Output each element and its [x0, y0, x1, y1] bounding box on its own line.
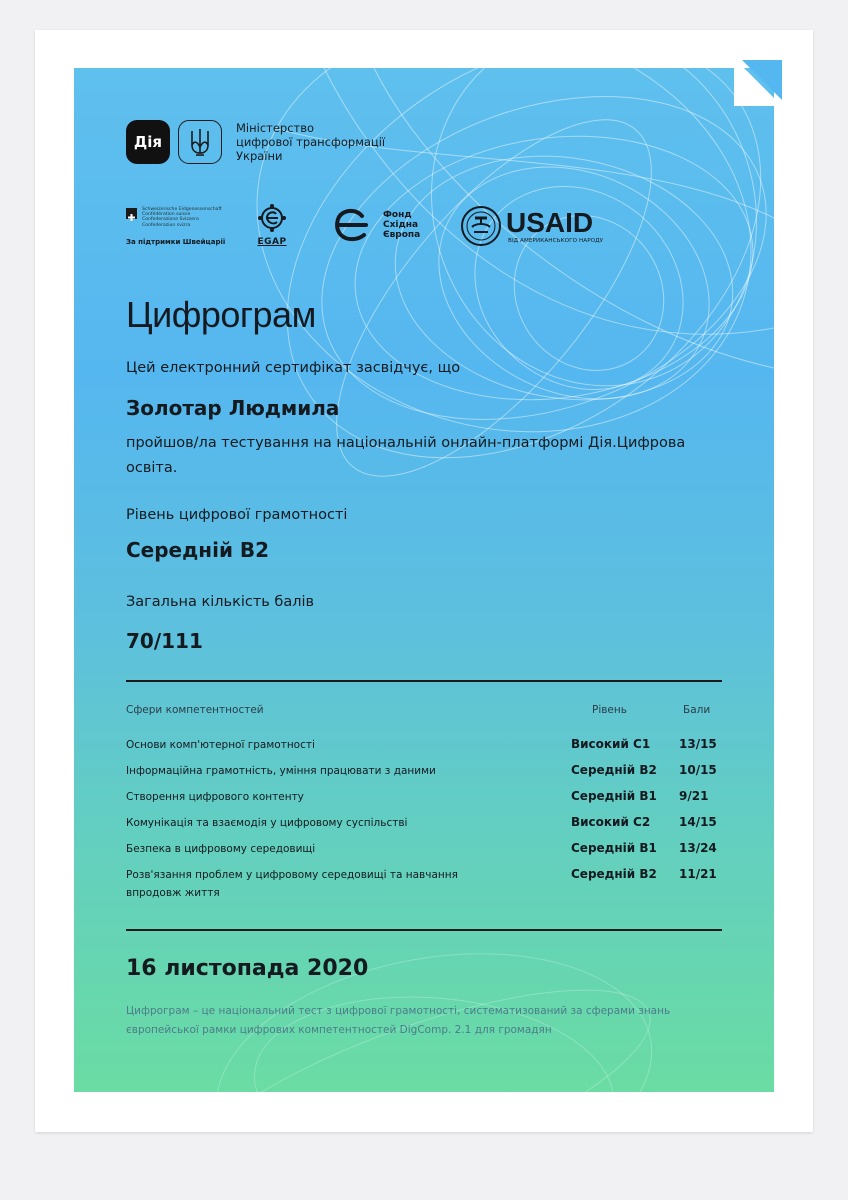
- usaid-seal-icon: [460, 205, 502, 251]
- fond-name: Фонд Східна Європа: [383, 210, 421, 240]
- table-row-name: Комунікація та взаємодія у цифровому суспільстві: [126, 817, 408, 829]
- table-row-name: Безпека в цифровому середовищі: [126, 843, 316, 855]
- divider: [126, 680, 722, 682]
- column-header-sphere: Сфери компетентностей: [126, 704, 264, 716]
- footnote: Цифрограм – це національний тест з цифрової грамотності, систематизований за сферами знань європейської рамки цифрових компетентностей DigComp. 2.1 для громадян: [126, 1005, 671, 1036]
- table-row-level: Середній B2: [571, 867, 657, 881]
- certificate-title: Цифрограм: [126, 294, 316, 335]
- table-row-level: Середній B1: [571, 789, 657, 803]
- table-row-level: Середній B1: [571, 841, 657, 855]
- issue-date: 16 листопада 2020: [126, 956, 369, 981]
- table-row-level: Високий C1: [571, 737, 651, 751]
- page-fold-icon: [734, 58, 784, 108]
- table-row-name: Інформаційна грамотність, уміння працювати з даними: [126, 765, 436, 777]
- swiss-flag-icon: [126, 208, 137, 219]
- column-header-level: Рівень: [592, 704, 627, 716]
- egap-emblem-icon: [257, 204, 287, 232]
- swiss-support-caption: За підтримки Швейцарії: [126, 238, 226, 246]
- level-label: Рівень цифрової грамотності: [126, 507, 348, 523]
- column-header-score: Бали: [683, 704, 711, 716]
- table-row-name: Розв'язання проблем у цифровому середовищі та навчання впродовж життя: [126, 869, 458, 899]
- usaid-tagline: ВІД АМЕРИКАНСЬКОГО НАРОДУ: [508, 238, 604, 244]
- certificate-intro: Цей електронний сертифікат засвідчує, що: [126, 360, 461, 376]
- egap-logo: EGAP: [250, 204, 294, 247]
- certificate: [74, 68, 774, 1092]
- table-row-level: Високий C2: [571, 815, 651, 829]
- level-value: Середній B2: [126, 538, 270, 562]
- table-row-name: Основи комп'ютерної грамотності: [126, 739, 315, 751]
- score-label: Загальна кількість балів: [126, 594, 315, 610]
- table-row-level: Середній B2: [571, 763, 657, 777]
- fond-logo-icon: [330, 207, 374, 247]
- table-row-score: 10/15: [679, 763, 717, 777]
- score-value: 70/111: [126, 629, 203, 653]
- swiss-confederation-text: Schweizerische Eidgenossenschaft Confédération suisse Confederazione Svizzera Confederaziun svizra: [142, 207, 222, 228]
- trident-icon: [178, 120, 222, 164]
- table-row-score: 9/21: [679, 789, 709, 803]
- ministry-name: Міністерство цифрової трансформації України: [236, 121, 386, 163]
- table-row-score: 11/21: [679, 867, 717, 881]
- usaid-logo: USAID: [506, 207, 594, 238]
- table-row-score: 14/15: [679, 815, 717, 829]
- certificate-statement: пройшов/ла тестування на національній онлайн-платформі Дія.Цифрова освіта.: [126, 435, 686, 476]
- table-row-score: 13/15: [679, 737, 717, 751]
- table-row-score: 13/24: [679, 841, 717, 855]
- table-row-name: Створення цифрового контенту: [126, 791, 304, 803]
- diia-logo: Дія: [126, 120, 170, 164]
- divider: [126, 929, 722, 931]
- recipient-name: Золотар Людмила: [126, 396, 340, 420]
